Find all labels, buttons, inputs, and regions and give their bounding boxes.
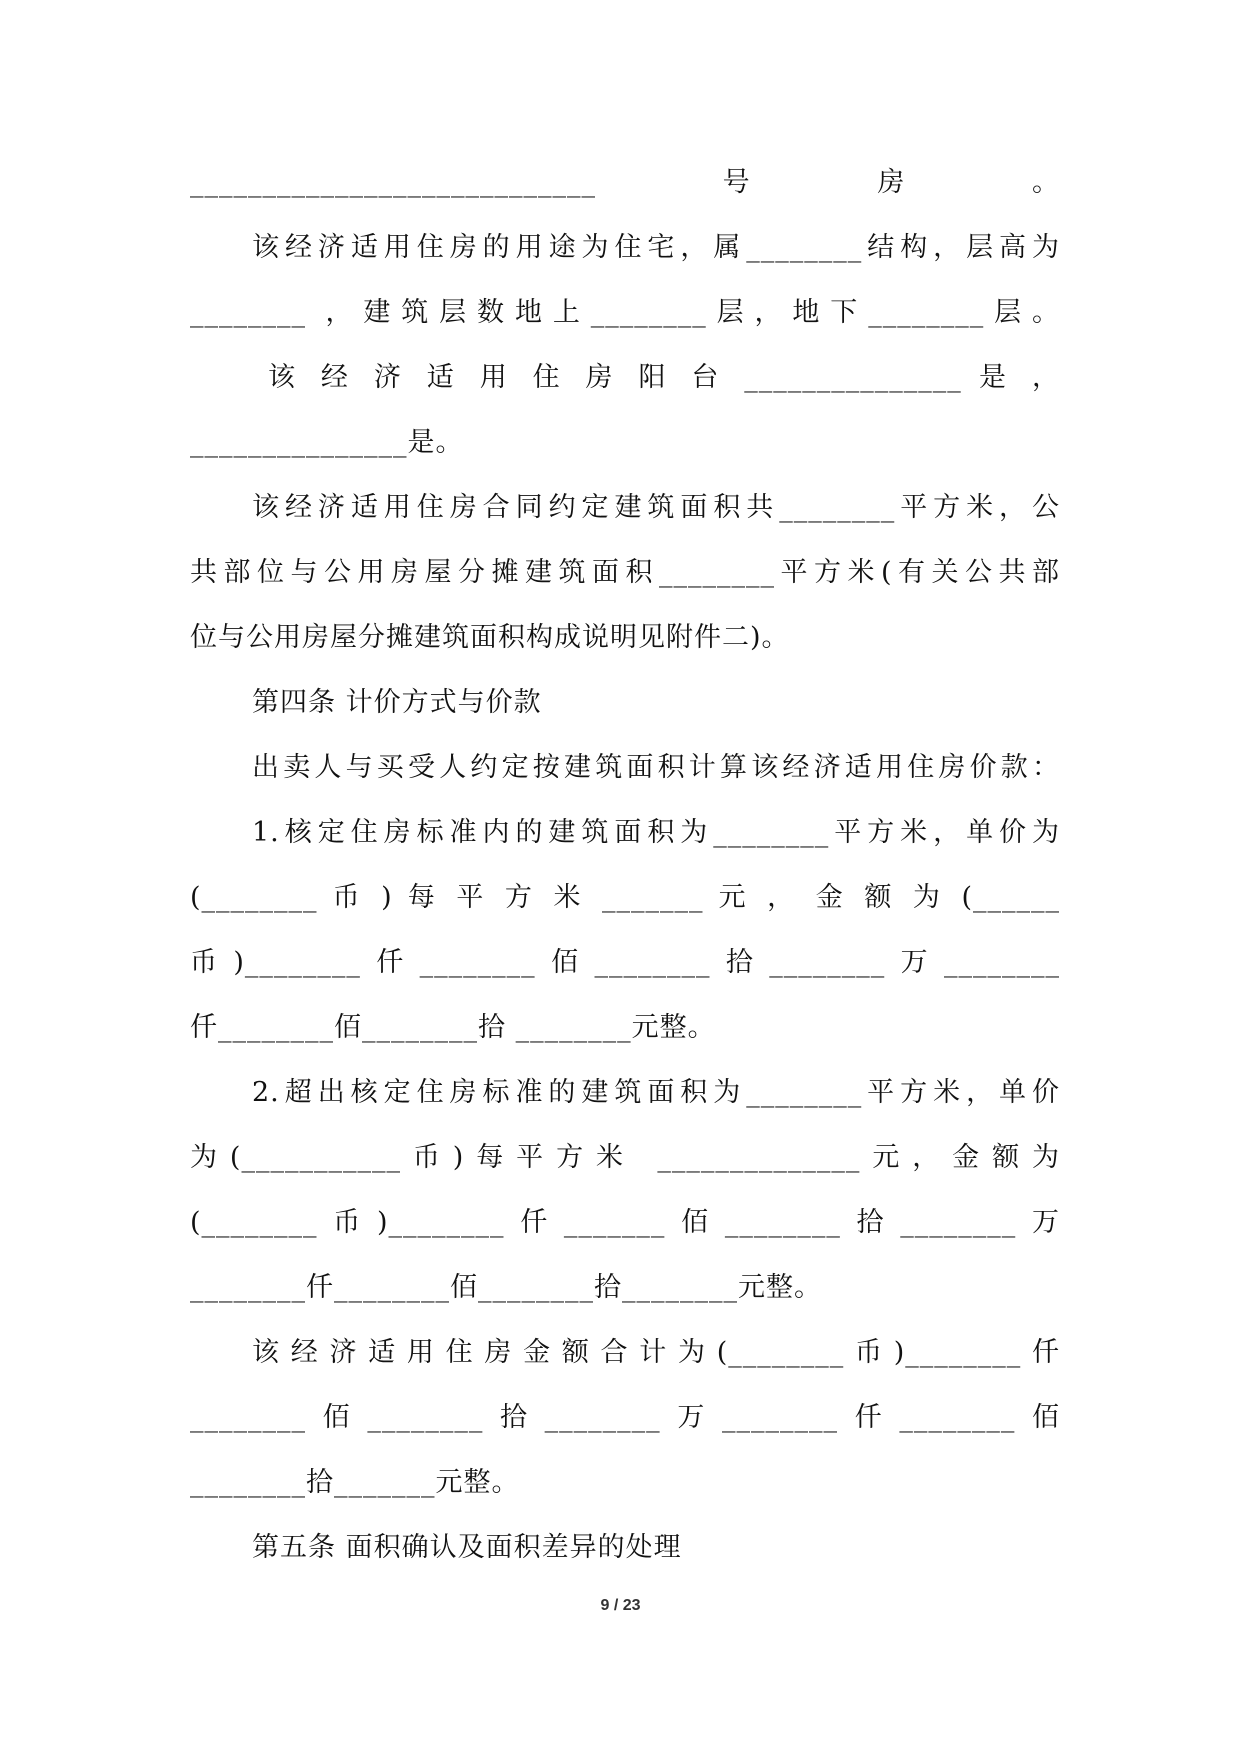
- text-line: 出卖人与买受人约定按建筑面积计算该经济适用住房价款：: [252, 752, 1060, 783]
- text-line: 位与公用房屋分摊建筑面积构成说明见附件二)。: [190, 622, 790, 653]
- text-line: ________ ，建筑层数地上________层，地下________层。: [190, 297, 1060, 328]
- text-line: 2.超出核定住房标准的建筑面积为________平方米，单价: [252, 1077, 1060, 1108]
- text-line: ____________________________号房。: [190, 167, 1060, 198]
- section-heading: 第四条 计价方式与价款: [252, 687, 542, 718]
- section-heading: 第五条 面积确认及面积差异的处理: [252, 1532, 682, 1563]
- text-line: 该 经 济 适 用 住 房 阳 台 _______________ 是 ，: [268, 362, 1060, 393]
- document-body: [190, 150, 1060, 1580]
- text-line: 该经济适用住房合同约定建筑面积共________平方米，公: [252, 492, 1060, 523]
- text-line: 1.核定住房标准内的建筑面积为________平方米，单价为: [252, 817, 1060, 848]
- text-line: 币)________仟________佰________拾________万________: [190, 947, 1060, 978]
- text-line: (________ 币 ) 每 平 方 米 _______ 元 ， 金 额 为 (______: [190, 882, 1060, 913]
- text-line: 为(___________币)每平方米 ______________元，金额为: [190, 1142, 1060, 1173]
- text-line: ________佰________拾________万________仟________佰: [190, 1402, 1060, 1433]
- text-line: (________币)________仟_______佰________拾________万: [190, 1207, 1060, 1238]
- text-line: 共部位与公用房屋分摊建筑面积________平方米(有关公共部: [190, 557, 1060, 588]
- text-line: ________仟________佰________拾________元整。: [190, 1272, 822, 1303]
- page-number: 9 / 23: [600, 1597, 641, 1614]
- text-line: 该经济适用住房金额合计为(________币)________仟: [252, 1337, 1060, 1368]
- text-line: ________拾_______元整。: [190, 1467, 520, 1498]
- text-line: 该经济适用住房的用途为住宅，属________结构，层高为: [252, 232, 1060, 263]
- text-line: _______________是。: [190, 427, 464, 458]
- text-line: 仟________佰________拾 ________元整。: [190, 1012, 716, 1043]
